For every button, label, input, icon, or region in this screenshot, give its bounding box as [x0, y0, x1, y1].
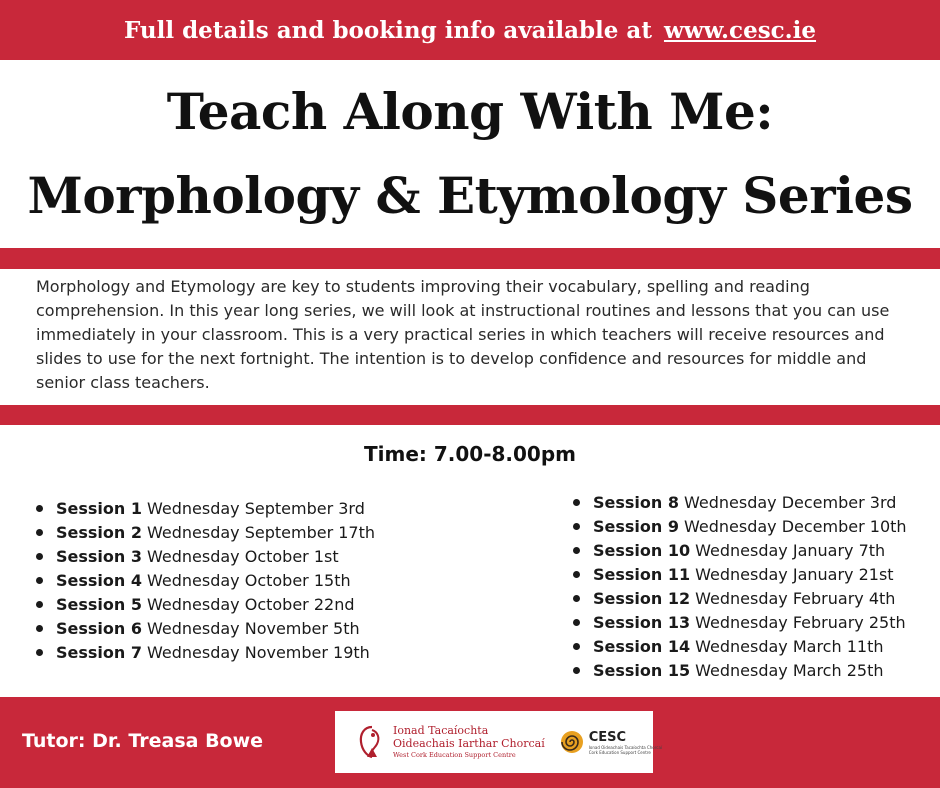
banner-text: Full details and booking info available at: [123, 16, 652, 44]
bullet-icon: [573, 619, 580, 626]
session-date: Wednesday October 15th: [147, 570, 351, 590]
session-list-right: [573, 490, 907, 682]
bullet-icon: [573, 667, 580, 674]
title-area: [0, 60, 940, 248]
session-time: Time: 7.00-8.00pm: [363, 442, 576, 466]
session-label: Session 8: [593, 492, 679, 512]
session-item: [36, 544, 375, 568]
bullet-icon: [36, 577, 43, 584]
session-label: Session 7: [56, 642, 142, 662]
session-label: Session 6: [56, 618, 142, 638]
session-item: [36, 640, 375, 664]
wccsc-logo-mark-icon: [357, 724, 387, 760]
bullet-icon: [573, 571, 580, 578]
session-label: Session 2: [56, 522, 142, 542]
cesc-logo: [559, 729, 662, 755]
session-label: Session 4: [56, 570, 142, 590]
bullet-icon: [573, 523, 580, 530]
session-date: Wednesday November 19th: [147, 642, 370, 662]
session-date: Wednesday December 3rd: [684, 492, 897, 512]
session-date: Wednesday February 4th: [695, 588, 896, 608]
session-date: Wednesday December 10th: [684, 516, 907, 536]
bullet-icon: [36, 625, 43, 632]
session-label: Session 1: [56, 498, 142, 518]
divider-band-bottom: [0, 405, 940, 425]
session-label: Session 9: [593, 516, 679, 536]
session-item: [36, 568, 375, 592]
session-label: Session 3: [56, 546, 142, 566]
bullet-icon: [36, 505, 43, 512]
wccsc-logo: [357, 724, 545, 760]
page-title-line-1: Teach Along With Me:: [166, 82, 774, 141]
session-date: Wednesday March 11th: [695, 636, 884, 656]
cesc-logo-name: CESC: [588, 729, 627, 745]
session-item: [573, 490, 907, 514]
session-label: Session 10: [593, 540, 691, 560]
bullet-icon: [36, 529, 43, 536]
top-banner: [0, 0, 940, 60]
divider-band-top: [0, 248, 940, 269]
session-item: [573, 586, 907, 610]
session-label: Session 5: [56, 594, 142, 614]
session-item: [573, 514, 907, 538]
session-date: Wednesday March 25th: [695, 660, 884, 680]
cesc-logo-sub-2: Cork Education Support Centre: [588, 749, 651, 755]
session-label: Session 11: [593, 564, 691, 584]
session-date: Wednesday November 5th: [147, 618, 360, 638]
session-item: [573, 610, 907, 634]
wccsc-logo-line-2: Oideachais Iarthar Chorcaí: [393, 737, 545, 750]
bullet-icon: [573, 547, 580, 554]
session-item: [36, 496, 375, 520]
footer: [0, 697, 940, 788]
bullet-icon: [573, 595, 580, 602]
session-item: [573, 562, 907, 586]
session-list-left: [36, 496, 375, 664]
cesc-spiral-logo-mark-icon: [559, 729, 585, 755]
tutor-name: Tutor: Dr. Treasa Bowe: [22, 730, 264, 752]
partner-logos: [335, 711, 663, 773]
session-item: [573, 538, 907, 562]
course-description: Morphology and Etymology are key to students improving their vocabulary, spelling and reading comprehension. In this year long series, we will look at instructional routines and lessons that you can use immediately in your classroom. This is a very practical series in which teachers will receive resources and slides to use for the next fortnight. The intention is to develop confidence and resources for middle and senior class teachers.: [36, 277, 890, 392]
session-item: [573, 634, 907, 658]
bullet-icon: [573, 499, 580, 506]
session-date: Wednesday January 21st: [695, 564, 894, 584]
session-item: [36, 520, 375, 544]
session-date: Wednesday October 1st: [147, 546, 339, 566]
wccsc-logo-line-3: West Cork Education Support Centre: [393, 751, 516, 759]
session-label: Session 13: [593, 612, 691, 632]
bullet-icon: [36, 553, 43, 560]
session-label: Session 14: [593, 636, 691, 656]
session-item: [36, 616, 375, 640]
session-date: Wednesday October 22nd: [147, 594, 355, 614]
bullet-icon: [36, 649, 43, 656]
session-date: Wednesday January 7th: [695, 540, 886, 560]
wccsc-logo-line-1: Ionad Tacaíochta: [393, 724, 489, 737]
bullet-icon: [573, 643, 580, 650]
session-date: Wednesday September 3rd: [147, 498, 365, 518]
session-item: [36, 592, 375, 616]
website-link[interactable]: www.cesc.ie: [663, 16, 817, 44]
session-label: Session 15: [593, 660, 691, 680]
bullet-icon: [36, 601, 43, 608]
session-item: [573, 658, 907, 682]
session-date: Wednesday February 25th: [695, 612, 906, 632]
session-label: Session 12: [593, 588, 691, 608]
cesc-logo-sub-1: Ionad Oideachais Tacaíochta Chorcaí: [588, 744, 663, 750]
page-title-line-2: Morphology & Etymology Series: [27, 166, 913, 225]
session-date: Wednesday September 17th: [147, 522, 376, 542]
